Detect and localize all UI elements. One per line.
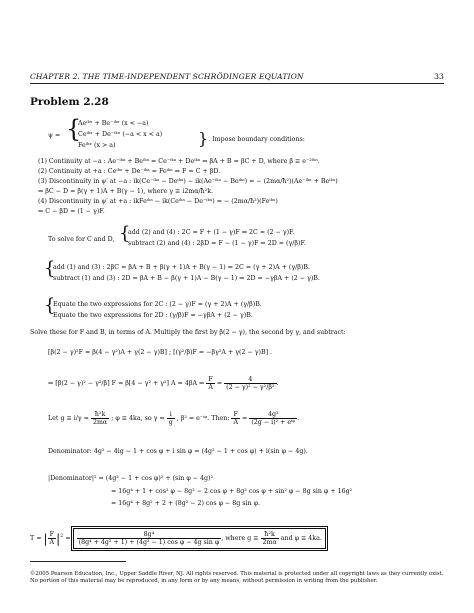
condition-3: (3) Discontinuity in ψ′ at −a : ik(Ce⁻ⁱᵏᵃ − Deⁱᵏᵃ) − ik(Ae⁻ⁱᵏᵃ − Beⁱᵏᵃ) = − (2mα/ħ²)(Ae⁻ⁱᵏᵃ + Beⁱᵏᵃ) — [38, 178, 338, 185]
condition-1: (1) Continuity at −a : Ae⁻ⁱᵏᵃ + Beⁱᵏᵃ = Ce⁻ⁱᵏᵃ + Deⁱᵏᵃ ⇒ βA + B = βC + D, where β ≡ e⁻²ⁱᵏᵃ. — [38, 158, 320, 165]
group13-line-1: add (1) and (3) : 2βC = βA + B + β(γ + 1)A + B(γ − 1) ⇒ 2C = (γ + 2)A + (γ/β)B. — [53, 264, 311, 271]
let-g-line: Let g ≡ i/γ = $\frac{\text{ħ²k}}{2m\alpha}$ ; φ ≡ 4ka, so γ = $\frac{i}{g}$ , β² = e⁻ⁱᵠ. Then: $\frac{F}{A}$ = $\frac{\text{4g²}}{\text{(2g − i)² + eⁱᵠ}}$ . — [48, 411, 300, 426]
page-number: 33 — [434, 72, 444, 81]
eq-multiply: [β(2 − γ)²F = β(4 − γ²)A + γ(2 − γ)B] ; [(γ²/β)F = −βγ²A + γ(2 − γ)B] . — [48, 349, 273, 356]
header-rule — [30, 83, 444, 84]
condition-4-result: ⇒ C − βD = (1 − γ)F. — [38, 208, 105, 215]
denominator-line: Denominator: 4g² − 4ig − 1 + cos φ + i sin φ = (4g² − 1 + cos φ) + i(sin φ − 4g). — [48, 448, 308, 455]
denom-sq-line-1: |Denominator|² = (4g² − 1 + cos φ)² + (sin φ − 4g)² — [48, 475, 214, 482]
psi-note: }. Impose boundary conditions: — [198, 129, 305, 148]
psi-case-3: Feⁱᵏˣ (x > a) — [78, 142, 116, 149]
footer-rule — [30, 561, 126, 562]
solve-cd-brace: { — [119, 223, 131, 244]
psi-case-1: Aeⁱᵏˣ + Be⁻ⁱᵏˣ (x < −a) — [78, 120, 149, 127]
group-eq-brace: { — [44, 295, 56, 316]
copyright-footer: ©2005 Pearson Education, Inc., Upper Saddle River, NJ. All rights reserved. This material is protected under all copyright laws as they currently exist. No portion of this material may be reproduced, in any form or by any means, without permission in writing from the publisher. — [30, 571, 444, 584]
final-box: $\frac{\text{8g⁴}}{\text{(8g⁴ + 4g² + 1) + (4g² − 1) cos φ − 4g sin φ}}$ , where g ≡ $\frac{\text{ħ²k}}{2m\alpha}$ and φ ≡ 4ka. — [73, 528, 326, 549]
psi-brace: { — [66, 115, 82, 143]
condition-4: (4) Discontinuity in ψ′ at +a : ikFeⁱᵏᵃ − ik(Ceⁱᵏᵃ − De⁻ⁱᵏᵃ) = − (2mα/ħ²)(Feⁱᵏᵃ) — [38, 198, 278, 205]
group13-line-2: subtract (1) and (3) : 2D = βA + B − β(γ + 1)A − B(γ − 1) ⇒ 2D = −γβA + (2 − γ)B. — [53, 275, 320, 282]
group-eq-line-2: Equate the two expressions for 2D : (γ/β)F = −γβA + (2 − γ)B. — [53, 312, 253, 319]
denom-sq-line-2: = 16g⁴ + 1 + cos² φ − 8g² − 2 cos φ + 8g² cos φ + sin² φ − 8g sin φ + 16g² — [111, 488, 353, 495]
final-result: T = | $\frac{F}{A}$ $|^2$ = $\frac{\text{8g⁴}}{\text{(8g⁴ + 4g² + 1) + (4g² − 1) cos φ − 4g sin φ}}$ , where g ≡ $\frac{\text{ħ²k}}{2m\alpha}$ and φ ≡ 4ka. — [30, 528, 326, 549]
group13-brace: { — [44, 258, 56, 279]
condition-3-result: ⇒ βC − D = β(γ + 1)A + B(γ − 1), where γ ≡ i2mα/ħ²k. — [38, 188, 214, 195]
solve-cd-line-2: subtract (2) and (4) : 2βD = F − (1 − γ)F ⇒ 2D = (γ/β)F. — [128, 240, 306, 247]
condition-2: (2) Continuity at +a : Ceⁱᵏᵃ + De⁻ⁱᵏᵃ = Feⁱᵏᵃ ⇒ F = C + βD. — [38, 168, 221, 175]
denom-sq-line-3: = 16g⁴ + 8g² + 2 + (8g² − 2) cos φ − 8g sin φ. — [111, 500, 261, 507]
psi-lhs: ψ = — [48, 132, 61, 139]
chapter-title: CHAPTER 2. THE TIME-INDEPENDENT SCHRÖDINGER EQUATION — [30, 72, 304, 81]
solve-cd-line-1: add (2) and (4) : 2C = F + (1 − γ)F ⇒ 2C = (2 − γ)F. — [128, 229, 295, 236]
psi-case-2: Ceⁱᵏˣ + De⁻ⁱᵏˣ (−a < x < a) — [78, 131, 163, 138]
solve-cd-intro: To solve for C and D, — [48, 236, 115, 243]
solve-fb-text: Solve these for F and B, in terms of A. Multiply the first by β(2 − γ), the second by γ, and subtract: — [30, 329, 346, 336]
eq-result: ⇒ [β(2 − γ)² − γ²/β] F = β[4 − γ² + γ²] A = 4βA ⇒ $\frac{F}{A}$ = $\frac{4}{\text{(2 − γ)² − γ²/β²}}$ . — [48, 376, 279, 391]
group-eq-line-1: Equate the two expressions for 2C : (2 − γ)F = (γ + 2)A + (γ/β)B. — [53, 301, 262, 308]
problem-title: Problem 2.28 — [30, 96, 109, 108]
